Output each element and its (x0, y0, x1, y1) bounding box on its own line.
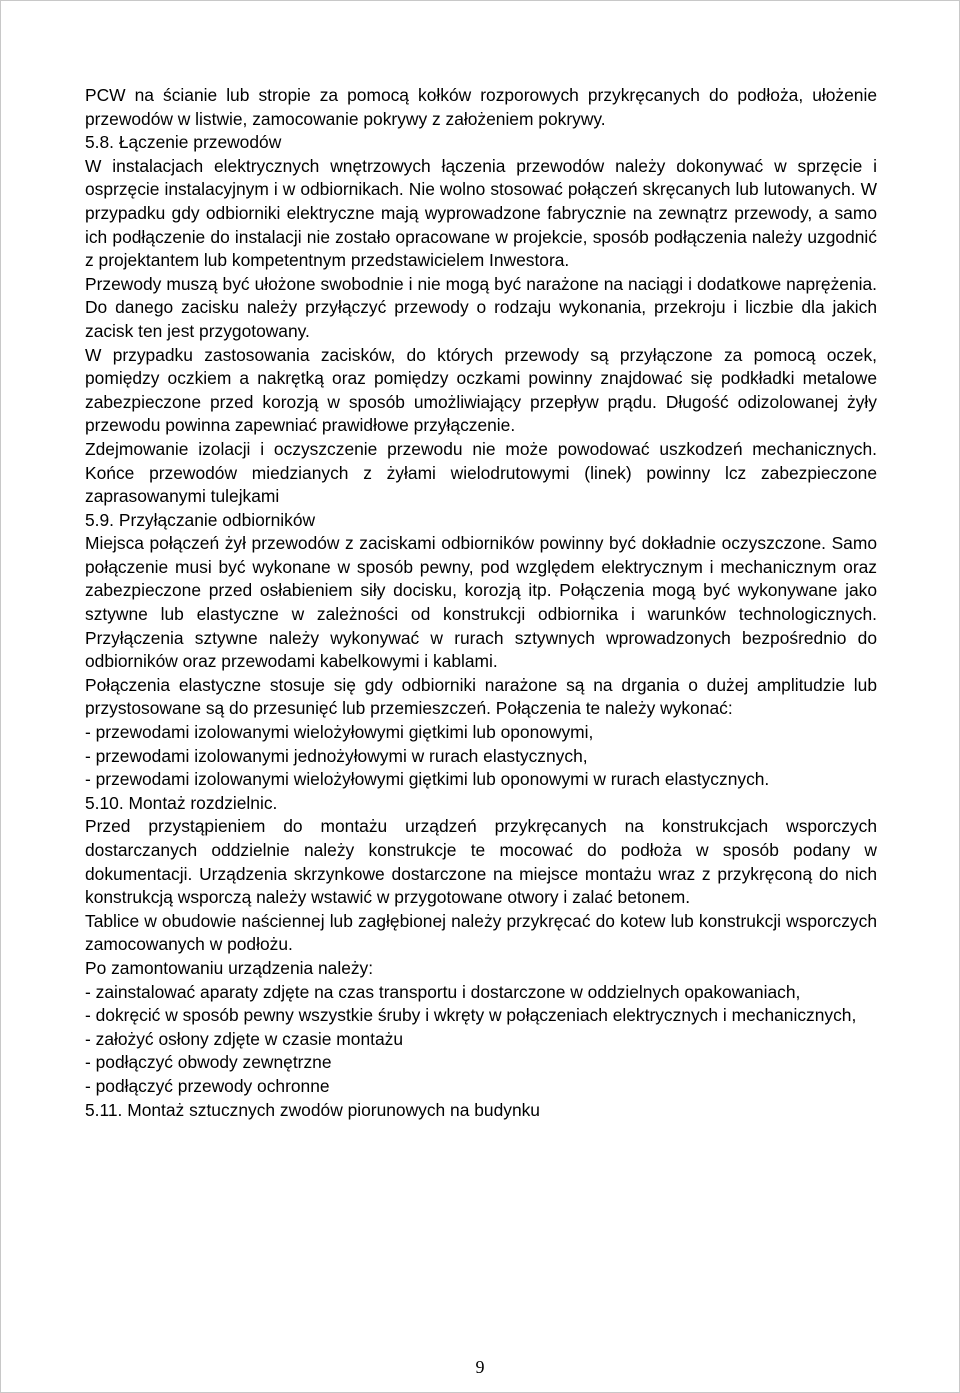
list-item: - zainstalować aparaty zdjęte na czas transportu i dostarczone w oddzielnych opakowaniach, (85, 981, 801, 1002)
list-item: - przewodami izolowanymi jednożyłowymi w rurach elastycznych, (85, 745, 588, 766)
section-heading-5-11: 5.11. Montaż sztucznych zwodów piorunowych na budynku (85, 1099, 540, 1120)
paragraph: W przypadku zastosowania zacisków, do których przewody są przyłączone za pomocą oczek, pomiędzy oczkiem a nakrętką oraz pomiędzy oczkami powinny znajdować się podkładki metalowe zabezpieczone przed korozją w sposób umożliwiający przepływ prądu. Długość odizolowanej żyły przewodu powinna zapewniać prawidłowe przyłączenie. (85, 344, 877, 436)
list-item: - założyć osłony zdjęte w czasie montażu (85, 1028, 403, 1049)
paragraph: Zdejmowanie izolacji i oczyszczenie przewodu nie może powodować uszkodzeń mechanicznych. Końce przewodów miedzianych z żyłami wielodrutowymi (linek) powinny lcz zabezpieczone zaprasowanymi tulejkami (85, 438, 877, 507)
section-heading-5-10: 5.10. Montaż rozdzielnic. (85, 792, 278, 813)
list-item: - przewodami izolowanymi wielożyłowymi giętkimi lub oponowymi w rurach elastycznych. (85, 769, 770, 790)
section-heading-5-8: 5.8. Łączenie przewodów (85, 132, 282, 153)
paragraph: Miejsca połączeń żył przewodów z zaciskami odbiorników powinny być dokładnie oczyszczone. Samo połączenie musi być wykonane w sposób pewny, pod względem elektrycznym i mechanicznym oraz zabezpieczone przed osłabieniem siły docisku, korozją itp. Połączenia mogą być wykonywane jako sztywne lub elastyczne w zależności od konstrukcji odbiornika i warunków technologicznych. Przyłączenia sztywne należy wykonywać w rurach sztywnych wprowadzonych bezpośrednio do odbiorników oraz przewodami kabelkowymi i kablami. (85, 533, 877, 672)
paragraph: Tablice w obudowie naściennej lub zagłębionej należy przykręcać do kotew lub konstrukcji wsporczych zamocowanych w podłożu. (85, 910, 877, 955)
paragraph: W instalacjach elektrycznych wnętrzowych łączenia przewodów należy dokonywać w sprzęcie i osprzęcie instalacyjnym i w odbiornikach. Nie wolno stosować połączeń skręcanych lub lutowanych. W przypadku gdy odbiorniki elektryczne mają wyprowadzone fabrycznie na zewnątrz przewody, a samo ich podłączenie do instalacji nie zostało opracowane w projekcie, sposób podłączenia należy uzgodnić z projektantem lub kompetentnym przedstawicielem Inwestora. (85, 155, 877, 271)
list-item: - przewodami izolowanymi wielożyłowymi giętkimi lub oponowymi, (85, 722, 594, 743)
list-item: - podłączyć obwody zewnętrzne (85, 1052, 332, 1073)
paragraph: Połączenia elastyczne stosuje się gdy odbiorniki narażone są na drgania o dużej amplitudzie lub przystosowane są do przesunięć lub przemieszczeń. Połączenia te należy wykonać: (85, 674, 877, 719)
section-heading-5-9: 5.9. Przyłączanie odbiorników (85, 509, 316, 530)
paragraph-intro: PCW na ścianie lub stropie za pomocą kołków rozporowych przykręcanych do podłoża, ułożenie przewodów w listwie, zamocowanie pokrywy z założeniem pokrywy. (85, 85, 877, 129)
document-body (85, 84, 877, 1122)
list-item: - dokręcić w sposób pewny wszystkie śruby i wkręty w połączeniach elektrycznych i mechanicznych, (85, 1005, 857, 1026)
page-number: 9 (475, 1357, 485, 1377)
list-item: - podłączyć przewody ochronne (85, 1075, 330, 1096)
paragraph: Po zamontowaniu urządzenia należy: (85, 957, 374, 978)
paragraph: Przed przystąpieniem do montażu urządzeń przykręcanych na konstrukcjach wsporczych dostarczanych oddzielnie należy konstrukcje te mocować do podłoża w sposób podany w dokumentacji. Urządzenia skrzynkowe dostarczone na miejsce montażu wraz z przykręconą do nich konstrukcją wsporczą należy wstawić w przygotowane otwory i zalać betonem. (85, 816, 877, 908)
paragraph: Przewody muszą być ułożone swobodnie i nie mogą być narażone na naciągi i dodatkowe naprężenia. Do danego zacisku należy przyłączyć przewody o rodzaju wykonania, przekroju i liczbie dla jakich zacisk ten jest przygotowany. (85, 273, 877, 341)
